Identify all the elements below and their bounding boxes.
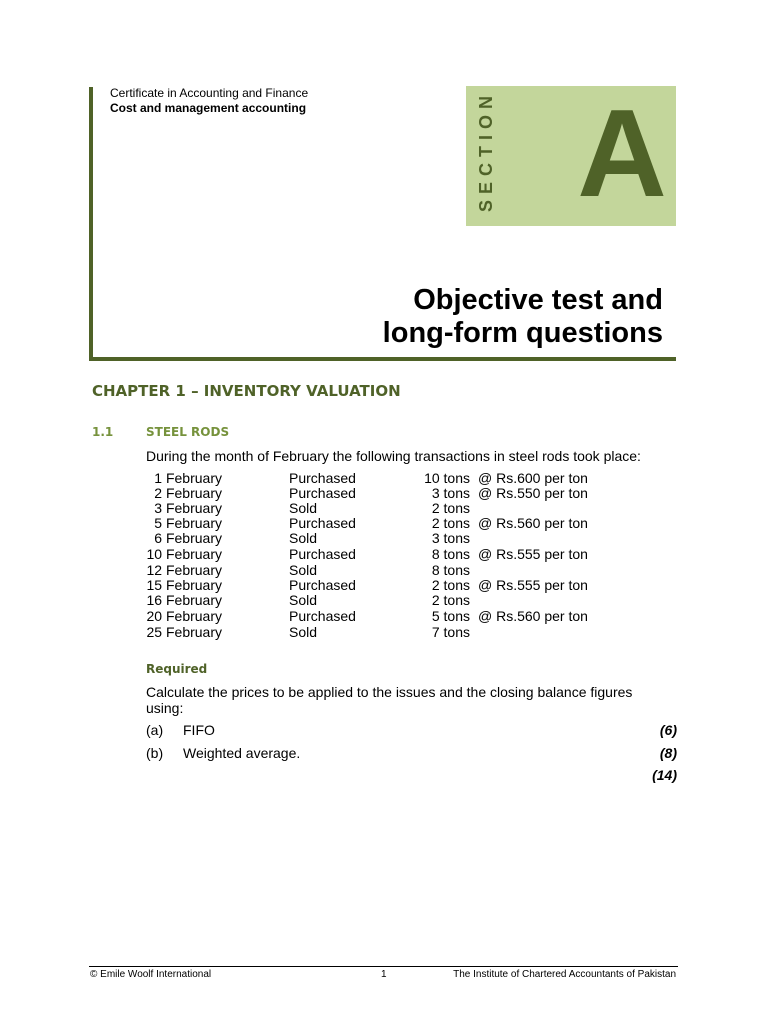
transaction-date: 5 February <box>154 515 222 531</box>
transaction-row <box>146 501 616 516</box>
transaction-row <box>146 609 616 624</box>
transaction-date: 16 February <box>146 592 222 608</box>
transaction-qty: 5 tons <box>431 608 470 624</box>
transaction-type: Purchased <box>289 485 356 501</box>
footer-copyright: © Emile Woolf International <box>90 969 212 980</box>
transaction-row <box>146 625 616 640</box>
option-marks: (6) <box>659 722 677 738</box>
total-marks: (14) <box>652 767 677 783</box>
transaction-date: 2 February <box>154 485 222 501</box>
transaction-type: Sold <box>289 624 318 640</box>
question-number: 1.1 <box>92 425 114 439</box>
transaction-row <box>146 516 616 531</box>
transaction-row <box>146 593 616 608</box>
transaction-date: 10 February <box>146 546 222 562</box>
transaction-date: 15 February <box>146 577 222 593</box>
chapter-heading: CHAPTER 1 – INVENTORY VALUATION <box>92 382 401 400</box>
section-word: SECTION <box>476 89 496 212</box>
transaction-date: 3 February <box>154 500 222 516</box>
transaction-type: Sold <box>289 530 318 546</box>
transaction-date: 6 February <box>154 530 222 546</box>
transaction-price: @ Rs.555 per ton <box>478 577 588 593</box>
transaction-qty: 3 tons <box>431 485 470 501</box>
transaction-type: Sold <box>289 562 318 578</box>
question-intro: During the month of February the following transactions in steel rods took place: <box>146 448 641 464</box>
transaction-date: 20 February <box>146 608 222 624</box>
option-marks: (8) <box>659 745 677 761</box>
transaction-qty: 2 tons <box>431 577 470 593</box>
transaction-type: Purchased <box>289 546 356 562</box>
answer-option-b <box>146 744 677 762</box>
transaction-row <box>146 578 616 593</box>
section-letter: A <box>577 85 667 223</box>
transaction-qty: 7 tons <box>431 624 470 640</box>
header-vertical-rule <box>89 87 93 360</box>
transaction-type: Purchased <box>289 577 356 593</box>
course-title: Certificate in Accounting and Finance <box>110 86 309 100</box>
transaction-type: Purchased <box>289 608 356 624</box>
footer-institute: The Institute of Chartered Accountants of Pakistan <box>453 969 676 980</box>
transaction-row <box>146 563 616 578</box>
transaction-type: Sold <box>289 500 318 516</box>
page-title-line1: Objective test and <box>413 284 663 316</box>
footer-rule <box>89 966 678 967</box>
required-label: Required <box>146 662 208 676</box>
calculation-instruction: Calculate the prices to be applied to the issues and the closing balance figures using: <box>146 684 633 716</box>
option-label: (b) <box>146 745 164 761</box>
transaction-row <box>146 486 616 501</box>
question-title: STEEL RODS <box>146 425 230 439</box>
footer-page-number: 1 <box>381 969 387 980</box>
transaction-qty: 8 tons <box>431 562 470 578</box>
option-text: FIFO <box>183 722 215 738</box>
transaction-row <box>146 531 616 546</box>
transaction-row <box>146 547 616 562</box>
page-title-line2: long-form questions <box>382 317 663 349</box>
transaction-qty: 10 tons <box>424 470 470 486</box>
transaction-qty: 3 tons <box>431 530 470 546</box>
transaction-qty: 2 tons <box>431 500 470 516</box>
option-text: Weighted average. <box>183 745 301 761</box>
transaction-price: @ Rs.600 per ton <box>478 470 588 486</box>
header-horizontal-rule <box>89 357 676 361</box>
transaction-date: 25 February <box>146 624 222 640</box>
transaction-date: 12 February <box>146 562 222 578</box>
option-label: (a) <box>146 722 164 738</box>
transaction-price: @ Rs.560 per ton <box>478 515 588 531</box>
transaction-type: Sold <box>289 592 318 608</box>
transaction-price: @ Rs.555 per ton <box>478 546 588 562</box>
transaction-type: Purchased <box>289 515 356 531</box>
page-title <box>383 284 663 350</box>
transaction-qty: 8 tons <box>431 546 470 562</box>
transaction-price: @ Rs.560 per ton <box>478 608 588 624</box>
transaction-type: Purchased <box>289 470 356 486</box>
transaction-qty: 2 tons <box>431 592 470 608</box>
transaction-row <box>146 471 616 486</box>
transaction-price: @ Rs.550 per ton <box>478 485 588 501</box>
subject-title: Cost and management accounting <box>110 101 307 115</box>
transaction-qty: 2 tons <box>431 515 470 531</box>
transaction-date: 1 February <box>154 470 222 486</box>
answer-option-a <box>146 721 677 739</box>
